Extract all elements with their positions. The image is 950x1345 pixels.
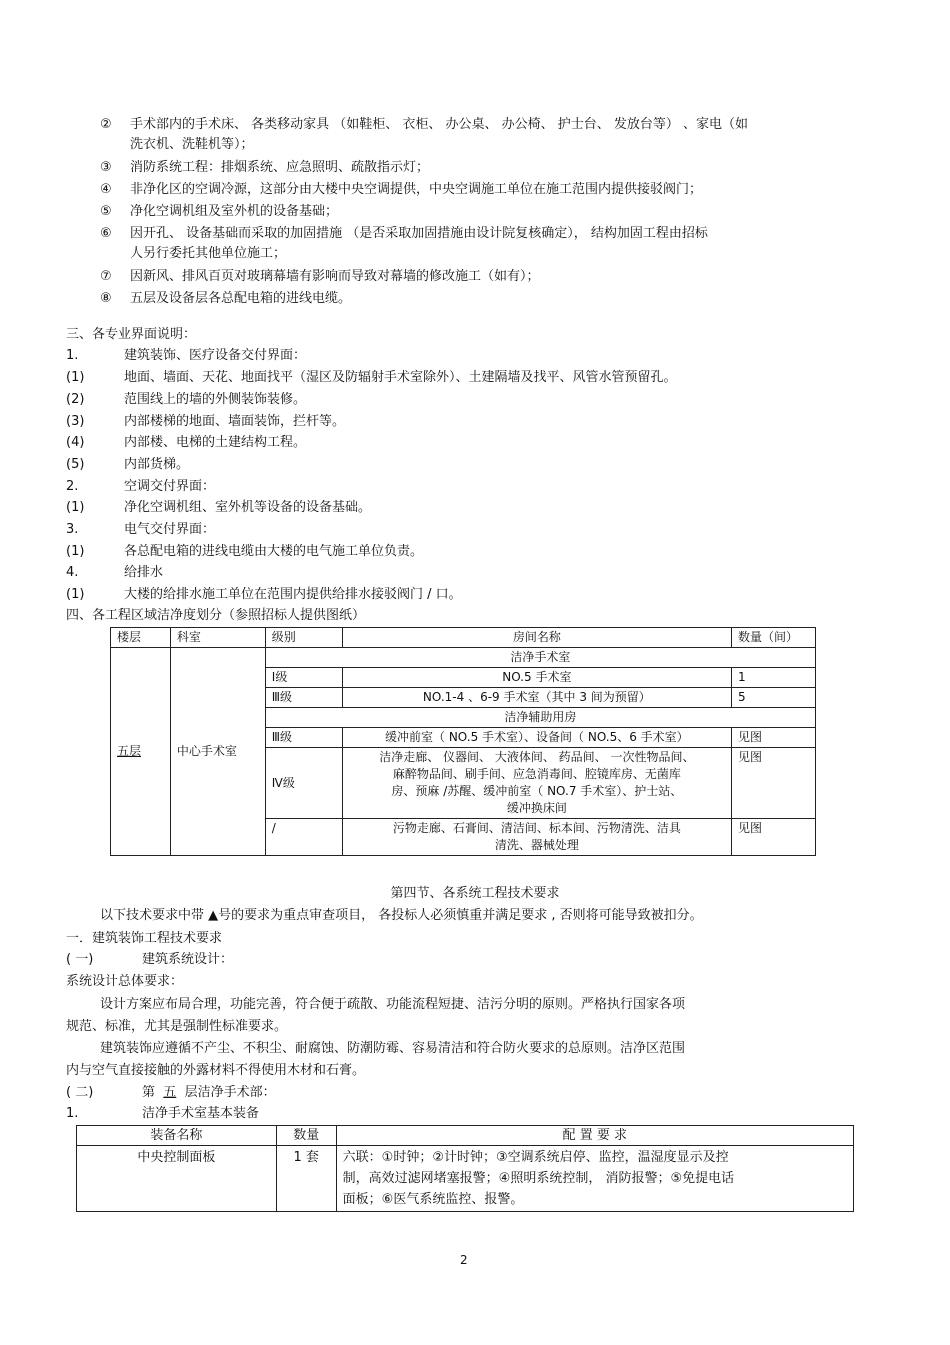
list-item-continuation: 洗衣机、洗鞋机等）； [130, 137, 254, 152]
equipment-table [76, 1125, 854, 1212]
floor-underline: 五 [163, 1085, 177, 1100]
group-cell: 洁净手术室 [265, 648, 815, 668]
table-row [77, 1146, 854, 1212]
sub-text-pre: 第 [142, 1085, 156, 1100]
qty-cell: 见图 [732, 819, 816, 856]
list-marker: ⑧ [100, 291, 112, 306]
list-text: 手术部内的手术床、 各类移动家具 （如鞋柜、 衣柜、 办公桌、 办公椅、 护士台、 发放台等） 、家电（如 [130, 117, 749, 132]
list-item [100, 180, 702, 200]
interface-row [66, 563, 163, 583]
interface-row [66, 455, 189, 475]
row-number: 2. [66, 479, 79, 494]
table-header-row [111, 628, 816, 648]
list-text: 五层及设备层各总配电箱的进线电缆。 [130, 291, 352, 306]
list-text: 净化空调机组及室外机的设备基础； [130, 204, 339, 219]
list-item [100, 202, 338, 222]
header-cell: 装备名称 [77, 1126, 277, 1146]
room-cell: 洁净走廊、 仪器间、 大液体间、 药品间、 一次性物品间、 麻醉物品间、刷手间、应急消毒间、腔镜库房、无菌库 房、预麻 /苏醒、缓冲前室（ NO.7 手术室）、护士站、 缓冲换床间 [342, 748, 731, 819]
list-text: 消防系统工程：排烟系统、应急照明、疏散指示灯； [130, 160, 430, 175]
sub-heading [66, 1083, 276, 1103]
table-header-row [77, 1126, 854, 1146]
list-marker: ⑥ [100, 226, 112, 241]
table-row [111, 648, 816, 668]
list-marker: ③ [100, 160, 112, 175]
qty-cell: 见图 [732, 748, 816, 819]
row-number: (4) [66, 435, 85, 450]
list-marker: ② [100, 117, 112, 132]
row-text: 净化空调机组、室外机等设备的设备基础。 [124, 500, 372, 515]
interface-row [66, 368, 677, 388]
equip-req-cell: 六联：①时钟；②计时钟；③空调系统启停、监控，温湿度显示及控 制，高效过滤网堵塞报警；④照明系统控制， 消防报警；⑤免提电话 面板；⑥医气系统监控、报警。 [336, 1146, 853, 1212]
row-number: (3) [66, 414, 85, 429]
level-cell: Ⅲ级 [265, 728, 342, 748]
paragraph-line: 设计方案应布局合理，功能完善，符合便于疏散、功能流程短捷、洁污分明的原则。严格执行国家各项 [100, 997, 686, 1012]
row-text: 内部货梯。 [124, 457, 190, 472]
row-number: (1) [66, 500, 85, 515]
row-text: 给排水 [124, 565, 164, 580]
row-number: (2) [66, 392, 85, 407]
interface-row [66, 346, 306, 366]
room-cell: NO.1-4 、6-9 手术室（其中 3 间为预留） [342, 688, 731, 708]
list-item [100, 158, 429, 178]
level-cell: Ⅲ级 [265, 688, 342, 708]
paragraph-line: 内与空气直接接触的外露材料不得使用木材和石膏。 [66, 1063, 366, 1078]
paragraph-line: 建筑装饰应遵循不产尘、不积尘、耐腐蚀、防潮防霉、容易清洁和符合防火要求的总原则。洁净区范围 [100, 1041, 686, 1056]
room-cell: 缓冲前室（ NO.5 手术室）、设备间（ NO.5、6 手术室） [342, 728, 731, 748]
header-cell: 数量 [276, 1126, 336, 1146]
row-number: (1) [66, 370, 85, 385]
list-item [100, 267, 540, 287]
row-text: 建筑装饰、医疗设备交付界面： [124, 348, 307, 363]
list-marker: ④ [100, 182, 112, 197]
interface-row [66, 585, 462, 605]
row-text: 空调交付界面： [124, 479, 216, 494]
row-number: (1) [66, 544, 85, 559]
list-item [100, 289, 351, 309]
list-text: 因开孔、 设备基础而采取的加固措施 （是否采取加固措施由设计院复核确定）， 结构加固工程由招标 [130, 226, 708, 241]
header-cell: 级别 [265, 628, 342, 648]
sub-text: 建筑系统设计： [142, 952, 234, 967]
dept-cell: 中心手术室 [170, 648, 265, 856]
interface-row [66, 520, 215, 540]
room-cell: 污物走廊、石膏间、清洁间、标本间、污物清洗、洁具 清洗、器械处理 [342, 819, 731, 856]
header-cell: 房间名称 [342, 628, 731, 648]
item-text: 洁净手术室基本装备 [142, 1106, 260, 1121]
item-number: 1. [66, 1106, 79, 1121]
interface-row [66, 412, 345, 432]
item-heading [66, 1104, 259, 1124]
group-cell: 洁净辅助用房 [265, 708, 815, 728]
floor-cell: 五层 [111, 648, 171, 856]
interface-row [66, 542, 423, 562]
row-text: 电气交付界面： [124, 522, 216, 537]
level-cell: Ⅰ级 [265, 668, 342, 688]
equip-qty-cell: 1 套 [276, 1146, 336, 1212]
paragraph-line: 规范、标准，尤其是强制性标准要求。 [66, 1019, 288, 1034]
sub-number: ( 一) [66, 952, 94, 967]
qty-cell: 见图 [732, 728, 816, 748]
header-cell: 数量（间） [732, 628, 816, 648]
section-heading: 四、各工程区域洁净度划分（参照招标人提供图纸） [66, 608, 366, 623]
notice-text: 以下技术要求中带 ▲号的要求为重点审查项目， 各投标人必须慎重并满足要求 , 否则将可能导致被扣分。 [100, 908, 703, 923]
list-text: 非净化区的空调冷源，这部分由大楼中央空调提供，中央空调施工单位在施工范围内提供接驳阀门； [130, 182, 703, 197]
list-item [100, 115, 748, 135]
overall-label: 系统设计总体要求： [66, 974, 184, 989]
interface-row [66, 498, 371, 518]
level-cell: / [265, 819, 342, 856]
row-text: 内部楼、电梯的土建结构工程。 [124, 435, 307, 450]
room-cell: NO.5 手术室 [342, 668, 731, 688]
section-title: 第四节、各系统工程技术要求 [390, 886, 560, 901]
page-number: 2 [460, 1253, 468, 1267]
qty-cell: 1 [732, 668, 816, 688]
interface-row [66, 433, 306, 453]
list-marker: ⑦ [100, 269, 112, 284]
row-text: 范围线上的墙的外侧装饰装修。 [124, 392, 307, 407]
list-text: 因新风、排风百页对玻璃幕墙有影响而导致对幕墙的修改施工（如有）； [130, 269, 540, 284]
sub-heading [66, 950, 233, 970]
cleanliness-table [110, 627, 816, 856]
sub-number: ( 二) [66, 1085, 94, 1100]
list-item [100, 224, 708, 244]
row-number: (1) [66, 587, 85, 602]
row-number: 4. [66, 565, 79, 580]
row-number: 1. [66, 348, 79, 363]
qty-cell: 5 [732, 688, 816, 708]
sub-text-post: 层洁净手术部： [184, 1085, 276, 1100]
row-number: 3. [66, 522, 79, 537]
list-item-continuation: 人另行委托其他单位施工； [130, 246, 287, 261]
list-marker: ⑤ [100, 204, 112, 219]
part-heading: 一．建筑装饰工程技术要求 [66, 931, 223, 946]
header-cell: 配 置 要 求 [336, 1126, 853, 1146]
interface-row [66, 390, 306, 410]
row-number: (5) [66, 457, 85, 472]
interface-row [66, 477, 215, 497]
level-cell: Ⅳ级 [265, 748, 342, 819]
row-text: 各总配电箱的进线电缆由大楼的电气施工单位负责。 [124, 544, 424, 559]
section-heading: 三、各专业界面说明： [66, 327, 197, 342]
row-text: 大楼的给排水施工单位在范围内提供给排水接驳阀门 / 口。 [124, 587, 462, 602]
row-text: 内部楼梯的地面、墙面装饰，拦杆等。 [124, 414, 346, 429]
header-cell: 楼层 [111, 628, 171, 648]
header-cell: 科室 [170, 628, 265, 648]
row-text: 地面、墙面、天花、地面找平（湿区及防辐射手术室除外）、土建隔墙及找平、风管水管预留孔。 [124, 370, 677, 385]
equip-name-cell: 中央控制面板 [77, 1146, 277, 1212]
